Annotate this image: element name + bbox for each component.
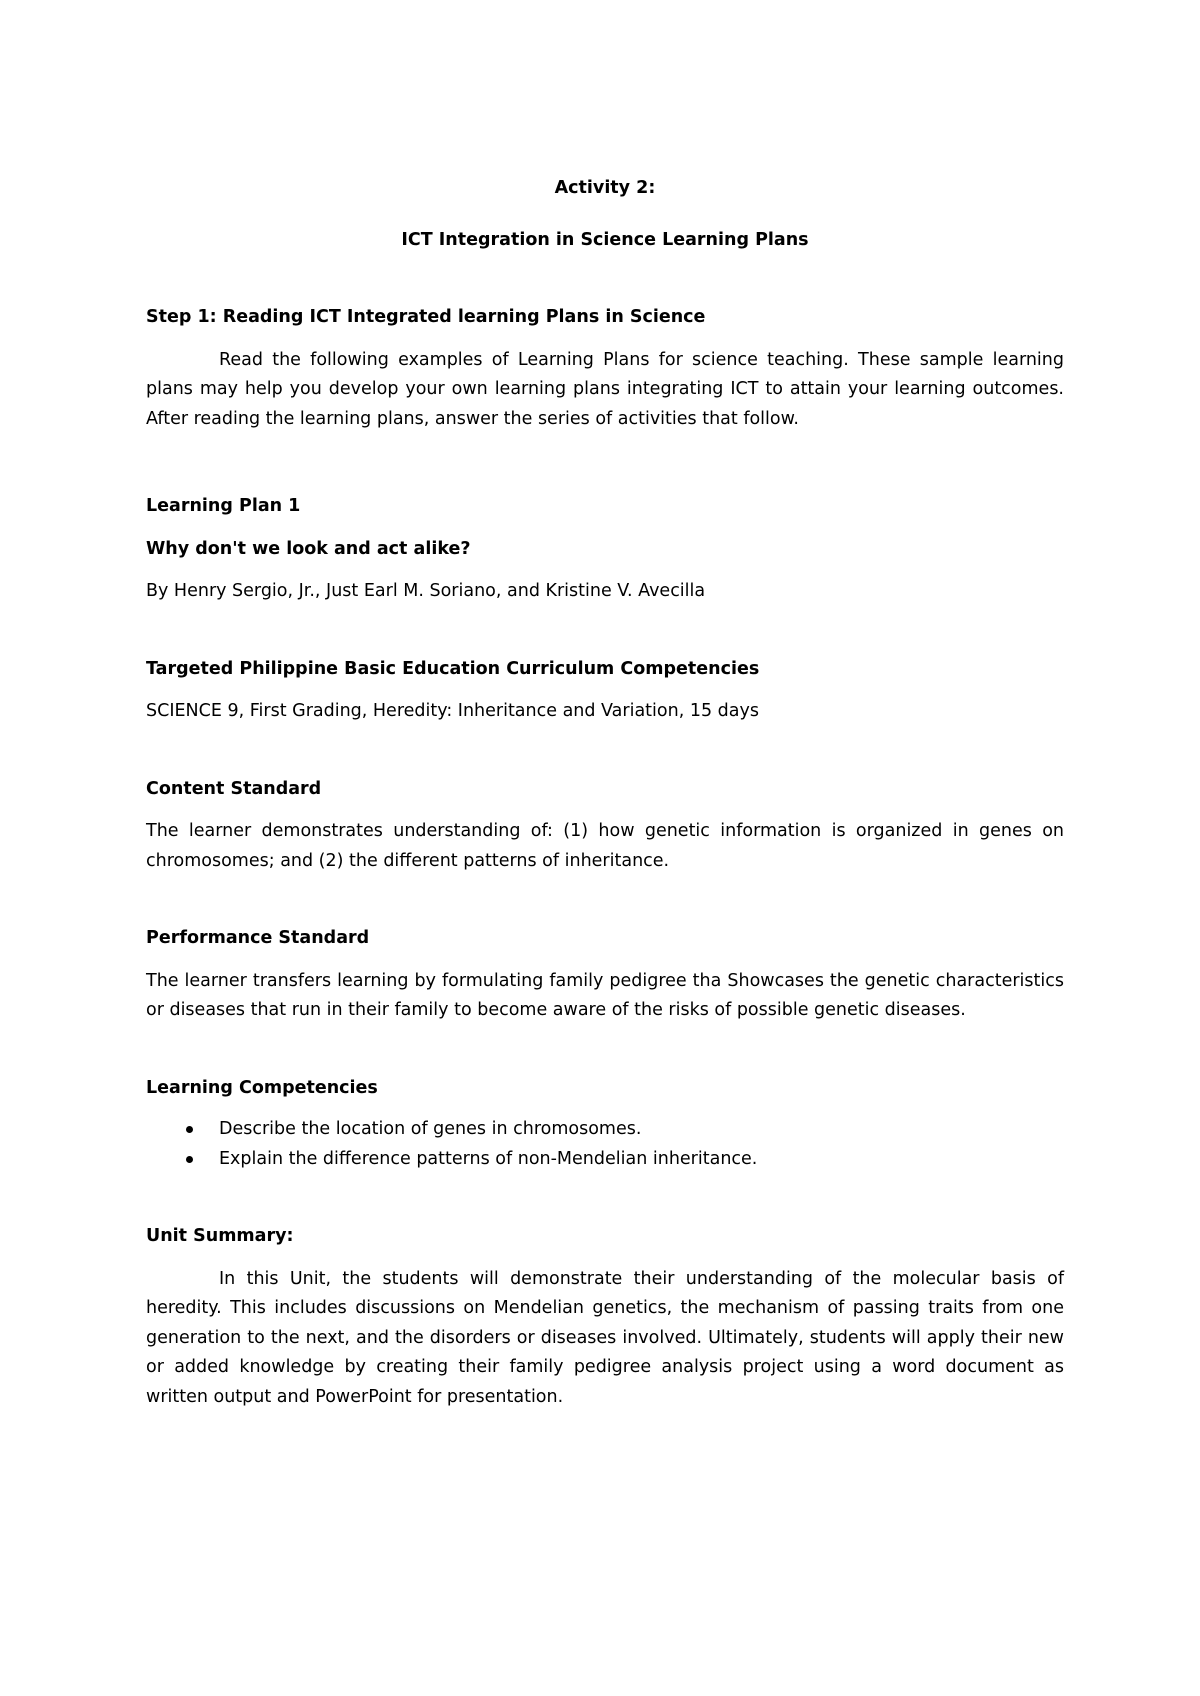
step1-heading: Step 1: Reading ICT Integrated learning Plans in Science: [146, 307, 706, 327]
unit-summary-heading: Unit Summary:: [146, 1226, 294, 1246]
list-item-text: Explain the difference patterns of non-Mendelian inheritance.: [219, 1148, 758, 1169]
learning-plan-label: Learning Plan 1: [146, 496, 301, 516]
activity-subtitle: ICT Integration in Science Learning Plans: [401, 229, 809, 250]
content-standard-heading: Content Standard: [146, 778, 322, 799]
document-content: [146, 174, 1064, 1412]
bullet-icon: [186, 1126, 193, 1133]
learning-plan-authors: By Henry Sergio, Jr., Just Earl M. Soriano, and Kristine V. Avecilla: [146, 581, 706, 601]
activity-title: Activity 2:: [554, 178, 656, 198]
learning-competencies-list: [146, 1115, 1064, 1174]
learning-plan-title: Why don't we look and act alike?: [146, 538, 471, 559]
list-item-text: Describe the location of genes in chromosomes.: [219, 1119, 642, 1139]
performance-standard-heading: Performance Standard: [146, 928, 370, 948]
content-standard-body: The learner demonstrates understanding of: (1) how genetic information is organized in genes on chromosomes; and (2) the different patterns of inheritance.: [146, 821, 1064, 871]
competencies-body: SCIENCE 9, First Grading, Heredity: Inheritance and Variation, 15 days: [146, 701, 759, 721]
step1-body: Read the following examples of Learning Plans for science teaching. These sample learning plans may help you develop your own learning plans integrating ICT to attain your learning outcomes. After reading the learning plans, answer the series of activities that follow.: [146, 349, 1064, 429]
list-item: [146, 1145, 1064, 1175]
performance-standard-body: The learner transfers learning by formulating family pedigree tha Showcases the genetic characteristics or diseases that run in their family to become aware of the risks of possible genetic diseases.: [146, 970, 1064, 1020]
unit-summary-body: In this Unit, the students will demonstrate their understanding of the molecular basis of heredity. This includes discussions on Mendelian genetics, the mechanism of passing traits from one generation to the next, and the disorders or diseases involved. Ultimately, students will apply their new or added knowledge by creating their family pedigree analysis project using a word document as written output and PowerPoint for presentation.: [146, 1268, 1064, 1407]
bullet-icon: [186, 1156, 193, 1163]
list-item: [146, 1115, 1064, 1145]
learning-competencies-heading: Learning Competencies: [146, 1077, 378, 1098]
competencies-heading: Targeted Philippine Basic Education Curriculum Competencies: [146, 658, 760, 679]
